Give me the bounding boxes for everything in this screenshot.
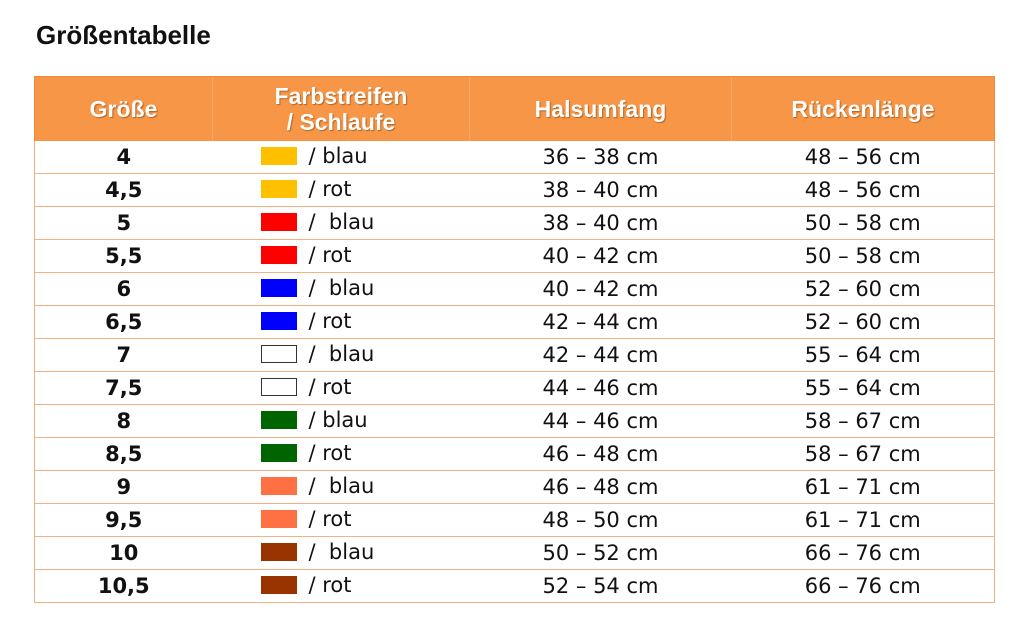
color-stripe-cell (213, 240, 470, 273)
color-stripe-content (261, 573, 352, 597)
loop-label: / rot (308, 375, 352, 399)
back-cell: 48 – 56 cm (732, 174, 995, 207)
size-cell: 8,5 (35, 438, 213, 471)
neck-cell: 42 – 44 cm (470, 339, 732, 372)
color-swatch (261, 147, 297, 165)
back-cell: 48 – 56 cm (732, 141, 995, 174)
neck-cell: 52 – 54 cm (470, 570, 732, 603)
neck-cell: 36 – 38 cm (470, 141, 732, 174)
neck-cell: 50 – 52 cm (470, 537, 732, 570)
table-body (35, 141, 995, 603)
color-stripe-content (261, 408, 368, 432)
color-stripe-content (261, 243, 352, 267)
neck-cell: 42 – 44 cm (470, 306, 732, 339)
table-row (35, 306, 995, 339)
color-stripe-cell (213, 306, 470, 339)
size-cell: 6 (35, 273, 213, 306)
size-cell: 5,5 (35, 240, 213, 273)
color-stripe-cell (213, 405, 470, 438)
color-stripe-cell (213, 141, 470, 174)
loop-label: / blau (308, 474, 375, 498)
table-row (35, 141, 995, 174)
table-row (35, 240, 995, 273)
loop-label: / rot (308, 243, 352, 267)
loop-label: / blau (308, 144, 368, 168)
size-cell: 10,5 (35, 570, 213, 603)
header-neck (470, 77, 732, 142)
size-cell: 8 (35, 405, 213, 438)
table-row (35, 537, 995, 570)
header-row (35, 77, 995, 142)
back-cell: 58 – 67 cm (732, 405, 995, 438)
back-cell: 55 – 64 cm (732, 339, 995, 372)
neck-cell: 38 – 40 cm (470, 207, 732, 240)
color-swatch (261, 213, 297, 231)
loop-label: / rot (308, 309, 352, 333)
back-cell: 61 – 71 cm (732, 504, 995, 537)
color-stripe-content (261, 177, 352, 201)
size-cell: 9 (35, 471, 213, 504)
back-cell: 55 – 64 cm (732, 372, 995, 405)
size-cell: 10 (35, 537, 213, 570)
table-row (35, 405, 995, 438)
size-table (34, 76, 995, 603)
color-stripe-content (261, 375, 352, 399)
size-cell: 5 (35, 207, 213, 240)
color-stripe-content (261, 144, 368, 168)
color-swatch (261, 312, 297, 330)
size-cell: 4 (35, 141, 213, 174)
color-stripe-content (261, 276, 375, 300)
table-row (35, 273, 995, 306)
color-stripe-cell (213, 174, 470, 207)
loop-label: / rot (308, 177, 352, 201)
neck-cell: 38 – 40 cm (470, 174, 732, 207)
neck-cell: 48 – 50 cm (470, 504, 732, 537)
page-title: Größentabelle (36, 20, 211, 50)
back-cell: 58 – 67 cm (732, 438, 995, 471)
table-row (35, 207, 995, 240)
size-cell: 7 (35, 339, 213, 372)
size-cell: 6,5 (35, 306, 213, 339)
table-row (35, 372, 995, 405)
back-cell: 61 – 71 cm (732, 471, 995, 504)
color-swatch (261, 411, 297, 429)
loop-label: / blau (308, 408, 368, 432)
color-stripe-cell (213, 504, 470, 537)
color-swatch (261, 510, 297, 528)
neck-cell: 46 – 48 cm (470, 438, 732, 471)
table-row (35, 504, 995, 537)
color-stripe-content (261, 540, 375, 564)
loop-label: / blau (308, 342, 375, 366)
header-back-label: Rückenlänge (791, 96, 935, 122)
back-cell: 52 – 60 cm (732, 273, 995, 306)
back-cell: 52 – 60 cm (732, 306, 995, 339)
header-color-stripe-label: Farbstreifen / Schlaufe (274, 83, 408, 135)
back-cell: 66 – 76 cm (732, 570, 995, 603)
header-back (732, 77, 995, 142)
loop-label: / blau (308, 276, 375, 300)
loop-label: / blau (308, 540, 375, 564)
loop-label: / rot (308, 441, 352, 465)
neck-cell: 44 – 46 cm (470, 372, 732, 405)
color-swatch (261, 543, 297, 561)
table-row (35, 570, 995, 603)
table-row (35, 339, 995, 372)
color-stripe-cell (213, 438, 470, 471)
color-stripe-content (261, 474, 375, 498)
header-neck-label: Halsumfang (534, 96, 667, 122)
color-stripe-content (261, 441, 352, 465)
back-cell: 50 – 58 cm (732, 207, 995, 240)
color-stripe-content (261, 507, 352, 531)
color-swatch (261, 246, 297, 264)
header-size-label: Größe (89, 96, 158, 122)
color-swatch (261, 444, 297, 462)
color-stripe-cell (213, 273, 470, 306)
color-stripe-cell (213, 570, 470, 603)
color-stripe-cell (213, 372, 470, 405)
neck-cell: 40 – 42 cm (470, 240, 732, 273)
color-stripe-cell (213, 339, 470, 372)
header-color-stripe (213, 77, 470, 142)
header-size (35, 77, 213, 142)
color-stripe-content (261, 210, 375, 234)
neck-cell: 40 – 42 cm (470, 273, 732, 306)
color-swatch (261, 378, 297, 396)
color-stripe-content (261, 309, 352, 333)
color-stripe-cell (213, 207, 470, 240)
color-swatch (261, 477, 297, 495)
table-row (35, 174, 995, 207)
back-cell: 50 – 58 cm (732, 240, 995, 273)
table-header (35, 77, 995, 142)
color-stripe-cell (213, 471, 470, 504)
back-cell: 66 – 76 cm (732, 537, 995, 570)
size-cell: 7,5 (35, 372, 213, 405)
table-row (35, 438, 995, 471)
size-cell: 4,5 (35, 174, 213, 207)
neck-cell: 44 – 46 cm (470, 405, 732, 438)
loop-label: / rot (308, 507, 352, 531)
loop-label: / blau (308, 210, 375, 234)
size-cell: 9,5 (35, 504, 213, 537)
color-swatch (261, 345, 297, 363)
color-swatch (261, 279, 297, 297)
color-stripe-cell (213, 537, 470, 570)
color-stripe-content (261, 342, 375, 366)
loop-label: / rot (308, 573, 352, 597)
table-row (35, 471, 995, 504)
color-swatch (261, 180, 297, 198)
neck-cell: 46 – 48 cm (470, 471, 732, 504)
color-swatch (261, 576, 297, 594)
